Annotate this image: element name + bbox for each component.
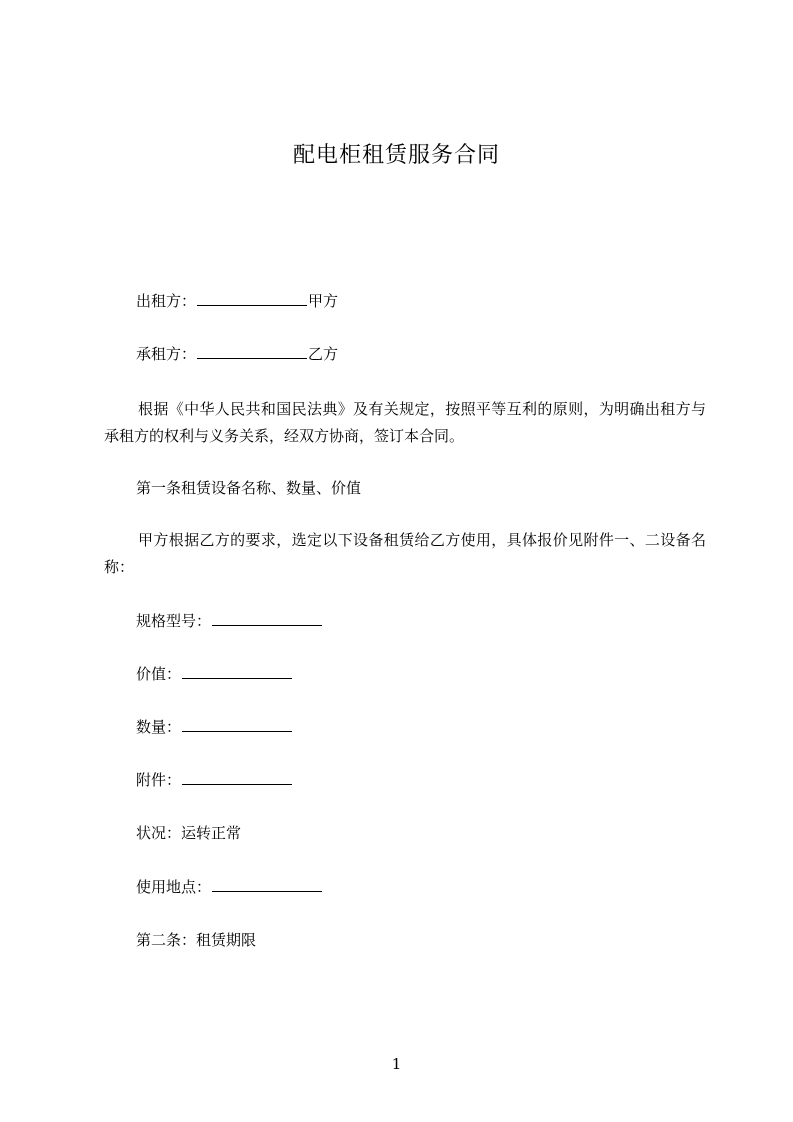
lessor-label: 出租方： <box>136 292 197 310</box>
lessee-blank <box>197 344 307 359</box>
value-blank <box>182 664 292 679</box>
value-label: 价值： <box>136 665 182 683</box>
preamble-paragraph: 根据《中华人民共和国民法典》及有关规定，按照平等互利的原则，为明确出租方与承租方的权利与义务关系，经双方协商，签订本合同。 <box>104 400 706 445</box>
attachment-blank <box>182 770 292 785</box>
attachment-line <box>136 769 293 791</box>
attachment-label: 附件： <box>136 771 182 789</box>
lessor-line <box>136 290 338 312</box>
model-blank <box>212 611 322 626</box>
quantity-label: 数量： <box>136 718 182 736</box>
location-blank <box>212 877 322 892</box>
quantity-blank <box>182 717 292 732</box>
document-title: 配电柜租赁服务合同 <box>292 143 500 168</box>
value-line <box>136 663 293 685</box>
quantity-line <box>136 716 293 738</box>
page-number: 1 <box>391 1055 402 1073</box>
model-label: 规格型号： <box>136 612 212 630</box>
article2-heading: 第二条：租赁期限 <box>136 931 257 949</box>
lessor-blank <box>197 291 307 306</box>
article1-heading: 第一条租赁设备名称、数量、价值 <box>136 479 362 497</box>
lessee-label: 承租方： <box>136 345 197 363</box>
condition-line: 状况：运转正常 <box>136 824 242 842</box>
article1-body: 甲方根据乙方的要求，选定以下设备租赁给乙方使用，具体报价见附件一、二设备名称： <box>104 531 706 576</box>
lessor-role: 甲方 <box>308 292 339 310</box>
location-line <box>136 876 323 898</box>
model-line <box>136 610 323 632</box>
lessee-line <box>136 343 338 365</box>
lessee-role: 乙方 <box>308 345 339 363</box>
location-label: 使用地点： <box>136 878 212 896</box>
